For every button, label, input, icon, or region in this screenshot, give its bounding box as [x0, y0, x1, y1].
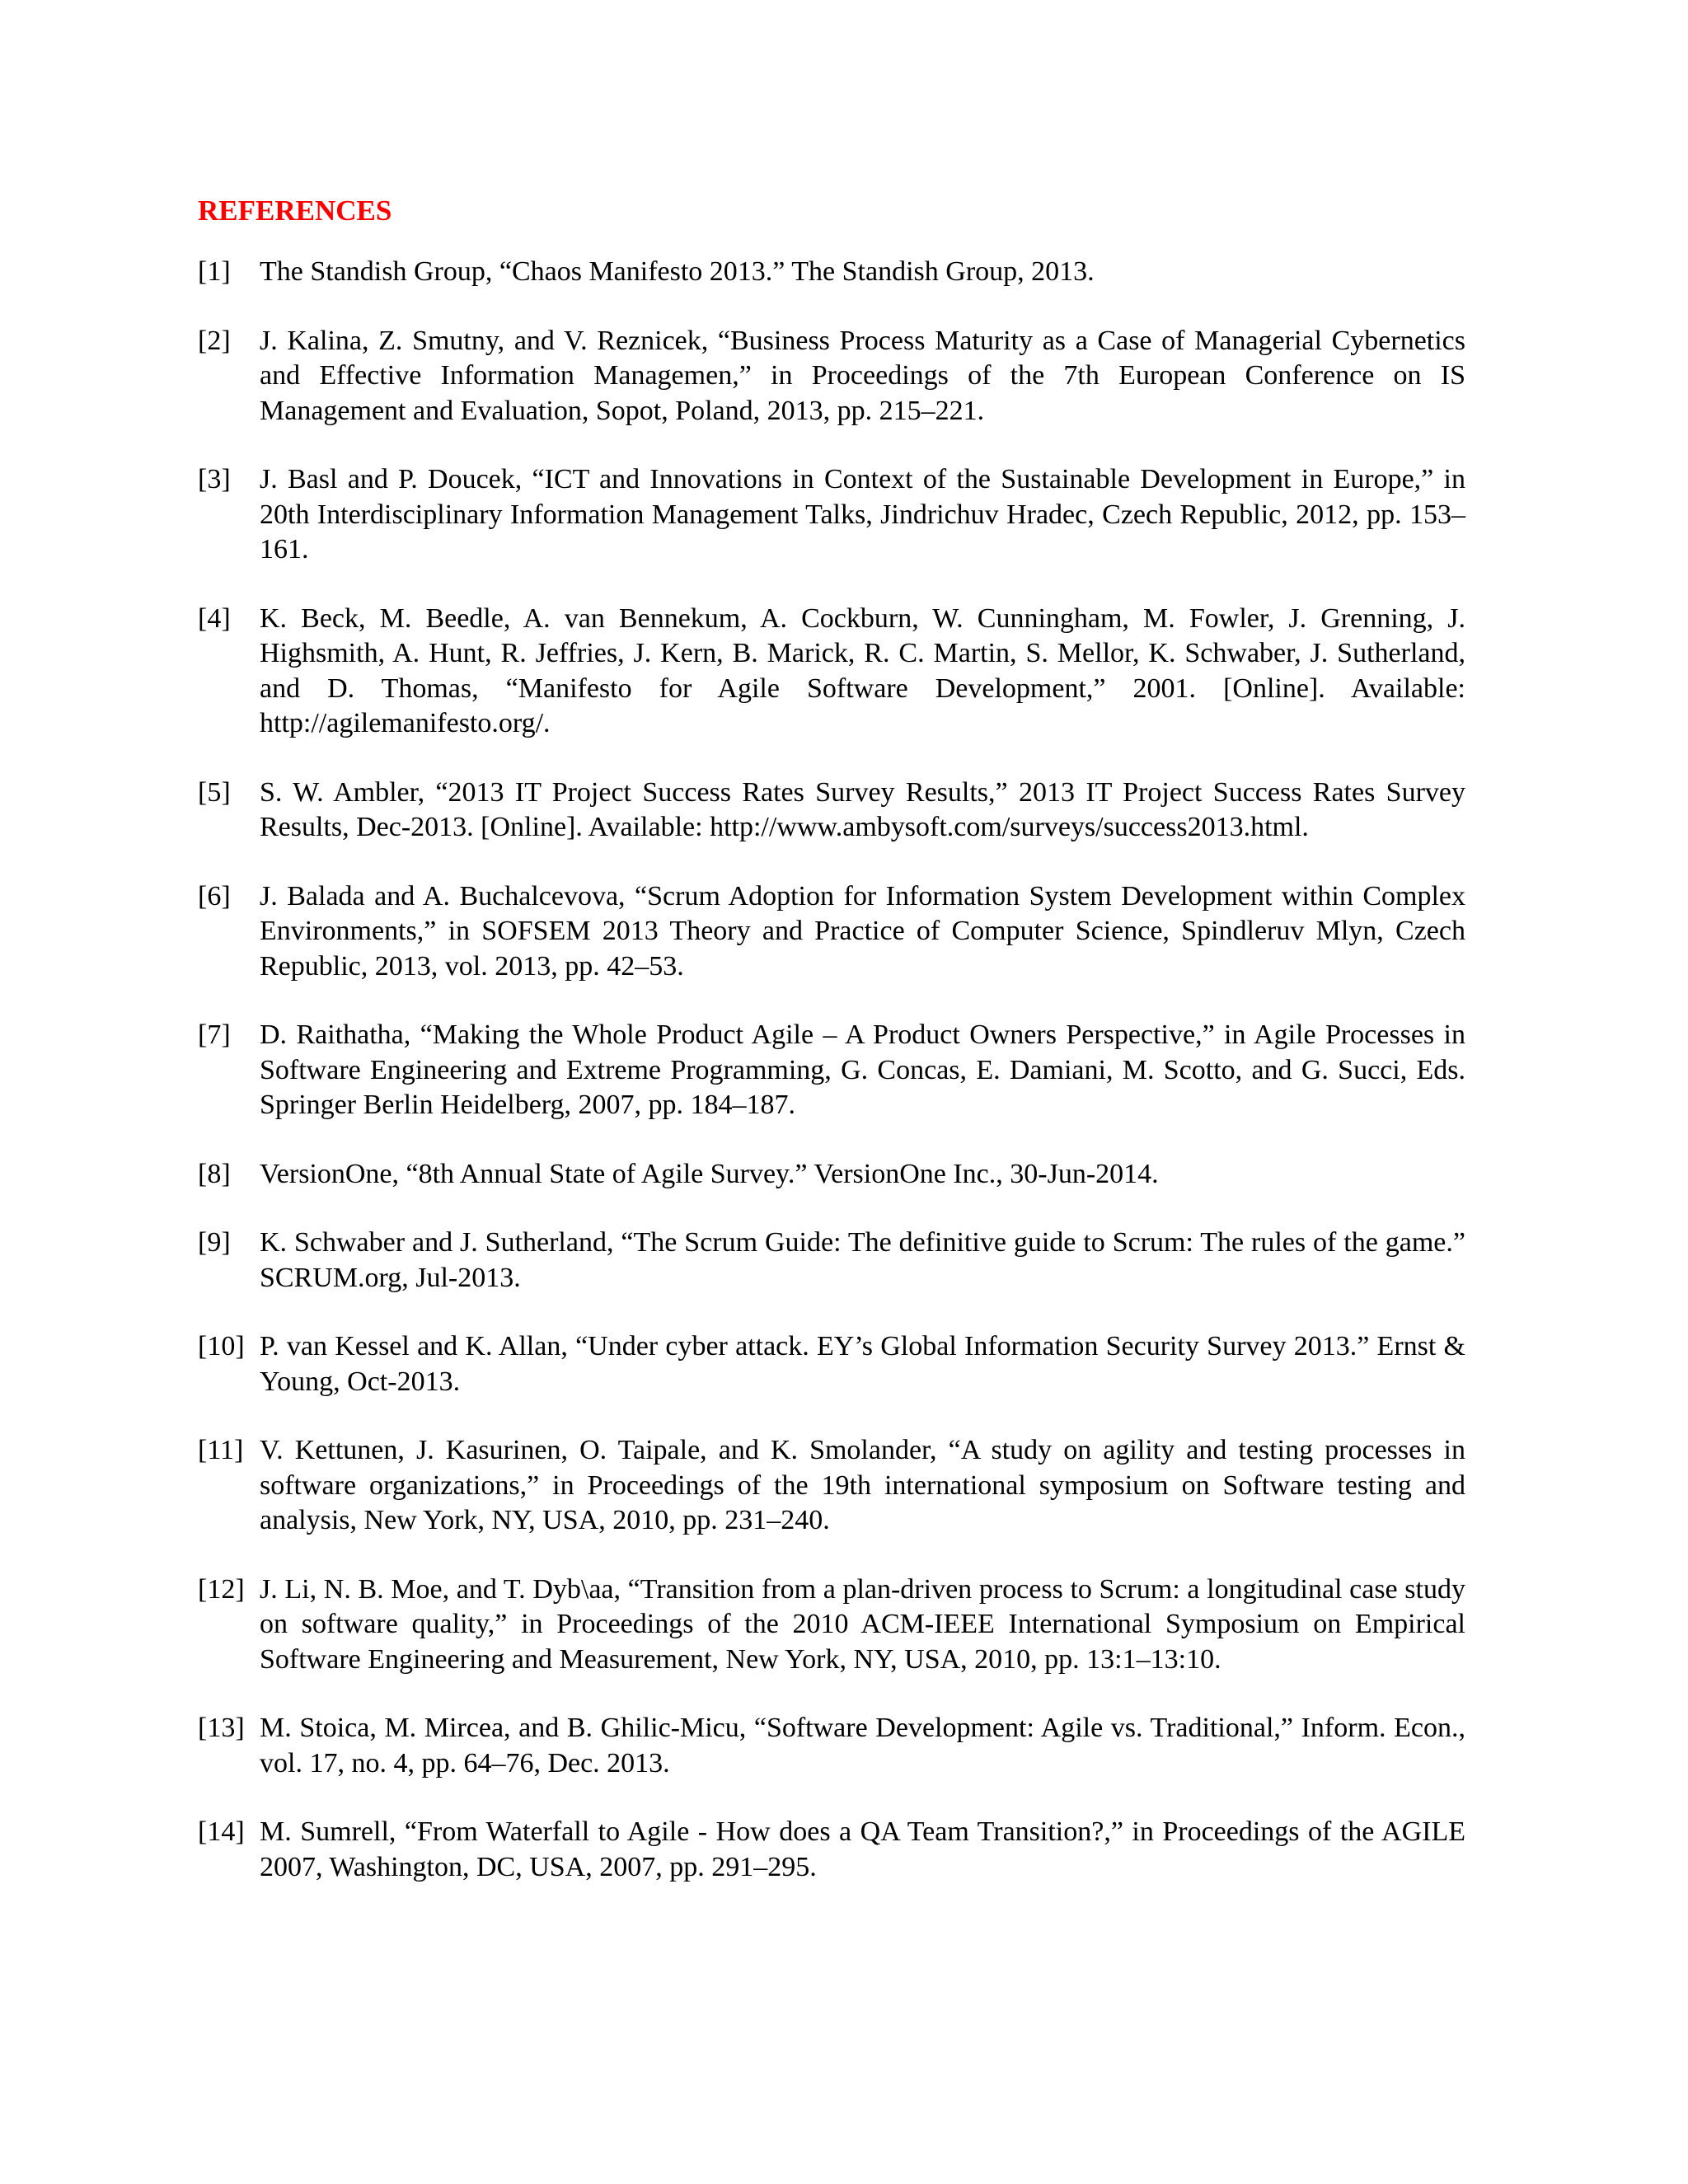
reference-text: K. Beck, M. Beedle, A. van Bennekum, A. Cockburn, W. Cunningham, M. Fowler, J. Grenning, J. Highsmith, A. Hunt, R. Jeffries, J. Kern, B. Marick, R. C. Martin, S. Mellor, K. Schwaber, J. Sutherland, and D. Thomas, “Manifesto for Agile Software Development,” 2001. [Online]. Available: http://agilemanifesto.org/. [260, 602, 1465, 738]
reference-number: [12] [198, 1573, 245, 1605]
reference-item [198, 255, 1465, 290]
reference-text: The Standish Group, “Chaos Manifesto 2013.” The Standish Group, 2013. [260, 256, 1095, 287]
reference-item [198, 1815, 1465, 1885]
reference-number: [2] [198, 325, 231, 356]
reference-number: [3] [198, 464, 231, 494]
reference-text: D. Raithatha, “Making the Whole Product Agile – A Product Owners Perspective,” in Agile Processes in Software Engineering and Extreme Programming, G. Concas, E. Damiani, M. Scotto, and G. Succi, Eds. Springer Berlin Heidelberg, 2007, pp. 184–187. [260, 1019, 1465, 1120]
reference-text: J. Kalina, Z. Smutny, and V. Reznicek, “Business Process Maturity as a Case of Managerial Cybernetics and Effective Information Managemen,” in Proceedings of the 7th European Conference on IS Management and Evaluation, Sopot, Poland, 2013, pp. 215–221. [260, 325, 1465, 426]
reference-item [198, 1572, 1465, 1678]
reference-number: [7] [198, 1019, 231, 1050]
reference-text: M. Stoica, M. Mircea, and B. Ghilic-Micu, “Software Development: Agile vs. Traditional,” Inform. Econ., vol. 17, no. 4, pp. 64–76, Dec. 2013. [260, 1713, 1465, 1779]
reference-item [198, 324, 1465, 429]
references-heading: REFERENCES [198, 194, 392, 227]
references-page [198, 194, 1465, 1919]
reference-item [198, 1018, 1465, 1123]
reference-text: P. van Kessel and K. Allan, “Under cyber attack. EY’s Global Information Security Survey 2013.” Ernst & Young, Oct-2013. [260, 1331, 1465, 1397]
reference-number: [8] [198, 1158, 231, 1189]
reference-number: [1] [198, 256, 231, 287]
reference-item [198, 1711, 1465, 1781]
reference-number: [11] [198, 1435, 244, 1465]
reference-item [198, 1226, 1465, 1296]
reference-item [198, 602, 1465, 742]
reference-item [198, 1433, 1465, 1539]
reference-number: [5] [198, 776, 231, 808]
reference-item [198, 1157, 1465, 1193]
reference-text: J. Li, N. B. Moe, and T. Dyb\aa, “Transition from a plan-driven process to Scrum: a longitudinal case study on software quality,” in Proceedings of the 2010 ACM-IEEE International Symposium on Empirical Software Engineering and Measurement, New York, NY, USA, 2010, pp. 13:1–13:10. [260, 1573, 1465, 1675]
reference-text: VersionOne, “8th Annual State of Agile Survey.” VersionOne Inc., 30-Jun-2014. [260, 1158, 1159, 1189]
reference-item [198, 1329, 1465, 1399]
reference-text: M. Sumrell, “From Waterfall to Agile - How does a QA Team Transition?,” in Proceedings of the AGILE 2007, Washington, DC, USA, 2007, pp. 291–295. [260, 1816, 1465, 1882]
reference-item [198, 879, 1465, 985]
reference-text: V. Kettunen, J. Kasurinen, O. Taipale, and K. Smolander, “A study on agility and testing processes in software organizations,” in Proceedings of the 19th international symposium on Software testing and analysis, New York, NY, USA, 2010, pp. 231–240. [260, 1435, 1465, 1535]
reference-text: J. Basl and P. Doucek, “ICT and Innovations in Context of the Sustainable Development in Europe,” in 20th Interdisciplinary Information Management Talks, Jindrichuv Hradec, Czech Republic, 2012, pp. 153–161. [260, 464, 1465, 565]
reference-number: [10] [198, 1331, 245, 1361]
reference-text: S. W. Ambler, “2013 IT Project Success Rates Survey Results,” 2013 IT Project Success Rates Survey Results, Dec-2013. [Online]. Available: http://www.ambysoft.com/surveys/success2013.html. [260, 776, 1465, 842]
reference-text: K. Schwaber and J. Sutherland, “The Scrum Guide: The definitive guide to Scrum: The rules of the game.” SCRUM.org, Jul-2013. [260, 1227, 1465, 1293]
reference-number: [14] [198, 1816, 245, 1847]
reference-number: [4] [198, 602, 231, 634]
reference-item [198, 462, 1465, 568]
reference-item [198, 776, 1465, 846]
reference-text: J. Balada and A. Buchalcevova, “Scrum Adoption for Information System Development within Complex Environments,” in SOFSEM 2013 Theory and Practice of Computer Science, Spindleruv Mlyn, Czech Republic, 2013, vol. 2013, pp. 42–53. [260, 880, 1465, 982]
reference-number: [13] [198, 1713, 245, 1743]
reference-number: [9] [198, 1227, 231, 1258]
reference-number: [6] [198, 880, 231, 912]
